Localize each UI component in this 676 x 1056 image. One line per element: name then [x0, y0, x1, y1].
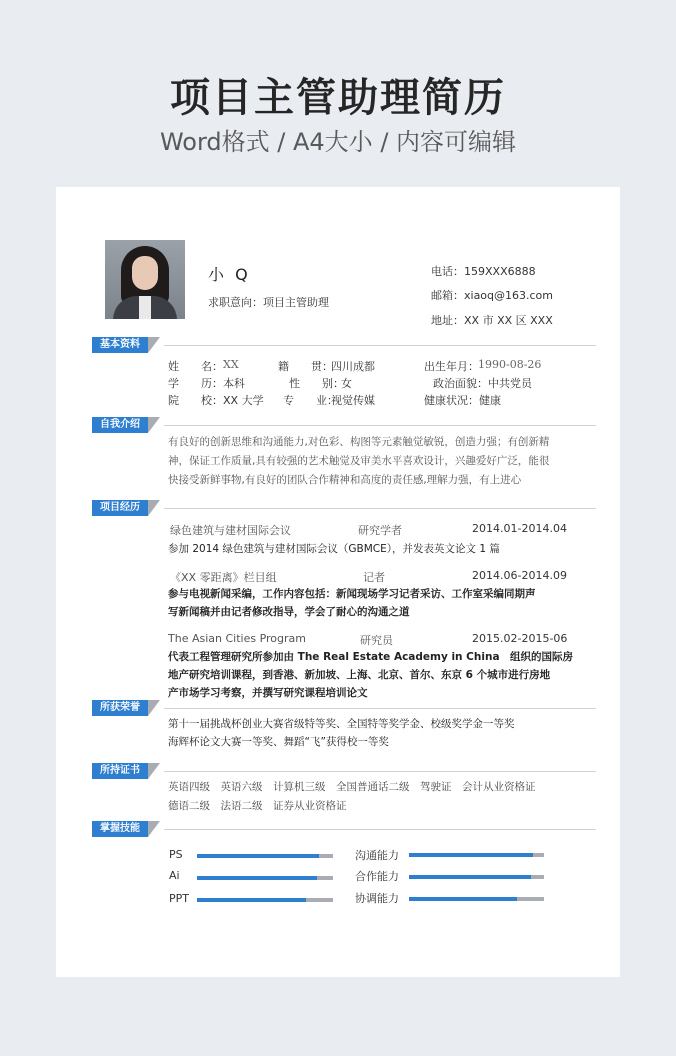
project-name: 《XX 零距离》栏目组	[170, 571, 277, 584]
school-value: XX 大学	[223, 394, 264, 407]
skill-bar-fill	[197, 876, 317, 880]
project-desc-line: 地产研究培训课程，到香港、新加坡、上海、北京、首尔、东京 6 个城市进行房地	[168, 669, 551, 681]
name-value: XX	[223, 358, 239, 371]
awards-line-1: 第十一届挑战杯创业大赛省级特等奖、全国特等奖学金、校级奖学金一等奖	[168, 718, 515, 730]
skill-bar-fill	[197, 854, 319, 858]
skill-bar	[197, 898, 333, 902]
profile-photo	[105, 240, 185, 319]
skill-bar-fill	[409, 875, 531, 879]
section-title: 所获荣誉	[92, 700, 148, 716]
project-role: 研究学者	[358, 524, 402, 537]
project-desc-line: 参加 2014 绿色建筑与建材国际会议（GBMCE），并发表英文论文 1 篇	[168, 543, 500, 555]
edu-label: 学 历：	[168, 377, 223, 390]
skill-name: PS	[169, 848, 183, 861]
politics-value: 中共党员	[488, 377, 532, 390]
project-desc-line: 写新闻稿并由记者修改指导，学会了耐心的沟通之道	[168, 606, 410, 618]
skill-bar-fill	[197, 898, 306, 902]
page-subtitle: Word格式 / A4大小 / 内容可编辑	[159, 128, 517, 156]
gender-value: 女	[341, 377, 352, 390]
skill-name: Ai	[169, 869, 180, 882]
contact-phone: 电话：159XXX6888	[431, 265, 536, 278]
section-title: 自我介绍	[92, 417, 148, 433]
school-label: 院 校：	[168, 394, 223, 407]
project-role: 研究员	[360, 634, 393, 647]
skill-bar-fill	[409, 897, 517, 901]
section-title: 掌握技能	[92, 821, 148, 837]
intro-line-1: 有良好的创新思维和沟通能力,对色彩、构图等元素触觉敏锐，创造力强；有创新精	[168, 436, 550, 448]
skill-bar	[409, 897, 544, 901]
contact-email: 邮箱：xiaoq@163.com	[431, 289, 554, 302]
name-label: 姓 名：	[168, 360, 223, 373]
skill-name: PPT	[169, 892, 189, 905]
skill-bar-fill	[409, 853, 533, 857]
skill-bar	[197, 854, 333, 858]
health-value: 健康	[479, 394, 501, 407]
project-date: 2015.02-2015-06	[472, 632, 568, 645]
candidate-name: 小 Q	[208, 265, 251, 284]
origin-label: 籍 贯：	[278, 360, 333, 373]
skill-name: 合作能力	[355, 870, 399, 883]
project-date: 2014.06-2014.09	[472, 569, 567, 582]
resume-paper	[56, 187, 620, 977]
birth-label: 出生年月：	[424, 360, 479, 373]
project-name: The Asian Cities Program	[168, 632, 306, 645]
section-title: 基本资料	[92, 337, 148, 353]
intro-line-2: 神，保证工作质量,具有较强的艺术触觉及审美水平喜欢设计，兴趣爱好广泛，能很	[168, 455, 550, 467]
section-title: 项目经历	[92, 500, 148, 516]
page-title: 项目主管助理简历	[170, 75, 506, 121]
skill-name: 沟通能力	[355, 849, 399, 862]
birth-value: 1990-08-26	[478, 358, 542, 371]
gender-label: 性 别：	[289, 377, 344, 390]
major-label: 专 业：	[283, 394, 338, 407]
skill-bar	[409, 853, 544, 857]
project-role: 记者	[363, 571, 385, 584]
major-value: 视觉传媒	[331, 394, 375, 407]
politics-label: 政治面貌：	[433, 377, 488, 390]
health-label: 健康状况：	[424, 394, 479, 407]
section-title: 所持证书	[92, 763, 148, 779]
origin-value: 四川成都	[331, 360, 375, 373]
awards-line-2: 海辉杯论文大赛一等奖、舞蹈“飞”获得校一等奖	[168, 736, 389, 748]
intro-line-3: 快接受新鲜事物,有良好的团队合作精神和高度的责任感,理解力强，有上进心	[168, 474, 522, 486]
skill-bar	[409, 875, 544, 879]
skill-bar	[197, 876, 333, 880]
project-name: 绿色建筑与建材国际会议	[170, 524, 291, 537]
project-desc-line: 代表工程管理研究所参加由 The Real Estate Academy in China 组织的国际房	[168, 651, 574, 663]
skill-name: 协调能力	[355, 892, 399, 905]
project-date: 2014.01-2014.04	[472, 522, 567, 535]
job-intent: 求职意向：项目主管助理	[208, 296, 329, 309]
contact-address: 地址：XX 市 XX 区 XXX	[431, 314, 553, 327]
project-desc-line: 产市场学习考察，并撰写研究课程培训论文	[168, 687, 368, 699]
project-desc-line: 参与电视新闻采编，工作内容包括：新闻现场学习记者采访、工作室采编同期声	[168, 588, 536, 600]
certs-line-1: 英语四级 英语六级 计算机三级 全国普通话二级 驾驶证 会计从业资格证	[168, 781, 536, 793]
certs-line-2: 德语二级 法语二级 证券从业资格证	[168, 800, 347, 812]
edu-value: 本科	[223, 377, 245, 390]
